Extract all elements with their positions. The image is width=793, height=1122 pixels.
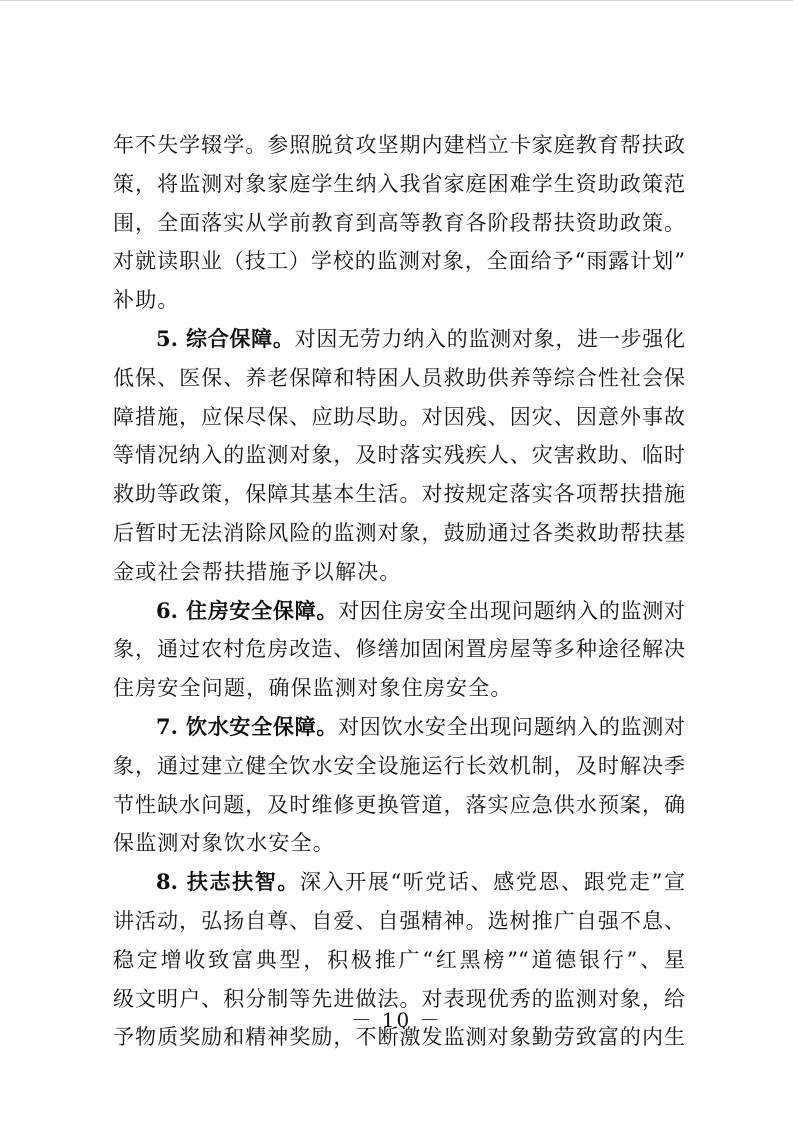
text-line: 象，通过农村危房改造、修缮加固闲置房屋等多种途径解决 <box>113 637 685 662</box>
paragraph-education-continuation <box>113 126 685 320</box>
text-line: 保监测对象饮水安全。 <box>113 831 335 856</box>
text-run: 对因无劳力纳入的监测对象，进一步强化 <box>294 326 685 351</box>
text-line: 救助等政策，保障其基本生活。对按规定落实各项帮扶措施 <box>113 482 685 507</box>
text-line: 住房安全问题，确保监测对象住房安全。 <box>113 676 513 701</box>
paragraph-drinking-water-security <box>113 708 685 863</box>
text-line: 年不失学辍学。参照脱贫攻坚期内建档立卡家庭教育帮扶政 <box>113 133 685 157</box>
text-line: 象，通过建立健全饮水安全设施运行长效机制，及时解决季 <box>113 753 685 778</box>
document-body <box>113 126 685 1057</box>
paragraph-housing-security <box>113 592 685 708</box>
text-line: 低保、医保、养老保障和特困人员救助供养等综合性社会保 <box>113 365 685 390</box>
text-line: 级文明户、积分制等先进做法。对表现优秀的监测对象，给 <box>113 986 685 1011</box>
section-heading-6: 6. 住房安全保障。 <box>156 597 339 623</box>
text-line-first <box>113 863 685 902</box>
text-line: 对就读职业（技工）学校的监测对象，全面给予“雨露计划” <box>113 249 685 274</box>
text-run: 对因饮水安全出现问题纳入的监测对 <box>338 714 686 739</box>
text-line: 金或社会帮扶措施予以解决。 <box>113 559 402 584</box>
page-number: － 10 － <box>351 1008 442 1032</box>
text-line: 稳定增收致富典型，积极推广“红黑榜”“道德银行”、星 <box>113 947 685 972</box>
text-line: 围，全面落实从学前教育到高等教育各阶段帮扶资助政策。 <box>113 210 685 235</box>
section-heading-8: 8. 扶志扶智。 <box>156 869 300 895</box>
section-heading-7: 7. 饮水安全保障。 <box>156 713 339 739</box>
text-line: 策，将监测对象家庭学生纳入我省家庭困难学生资助政策范 <box>113 171 685 196</box>
paragraph-comprehensive-security <box>113 320 685 592</box>
section-heading-5: 5. 综合保障。 <box>156 325 295 351</box>
text-line: 后暂时无法消除风险的监测对象，鼓励通过各类救助帮扶基 <box>113 520 685 545</box>
text-line: 障措施，应保尽保、应助尽助。对因残、因灾、因意外事故 <box>113 404 685 429</box>
text-line-first <box>113 592 685 631</box>
text-run: 深入开展“听党话、感党恩、跟党走”宣 <box>299 870 685 895</box>
text-line-first <box>113 708 685 747</box>
text-line: 补助。 <box>113 288 180 313</box>
text-line: 讲活动，弘扬自尊、自爱、自强精神。选树推广自强不息、 <box>113 908 685 933</box>
page-top-edge <box>0 0 793 1</box>
text-line: 予物质奖励和精神奖励，不断激发监测对象勤劳致富的内生 <box>113 1025 685 1050</box>
text-line-first <box>113 320 685 359</box>
text-line: 节性缺水问题，及时维修更换管道，落实应急供水预案，确 <box>113 792 685 817</box>
text-run: 对因住房安全出现问题纳入的监测对 <box>338 598 686 623</box>
text-line: 等情况纳入的监测对象，及时落实残疾人、灾害救助、临时 <box>113 443 685 468</box>
